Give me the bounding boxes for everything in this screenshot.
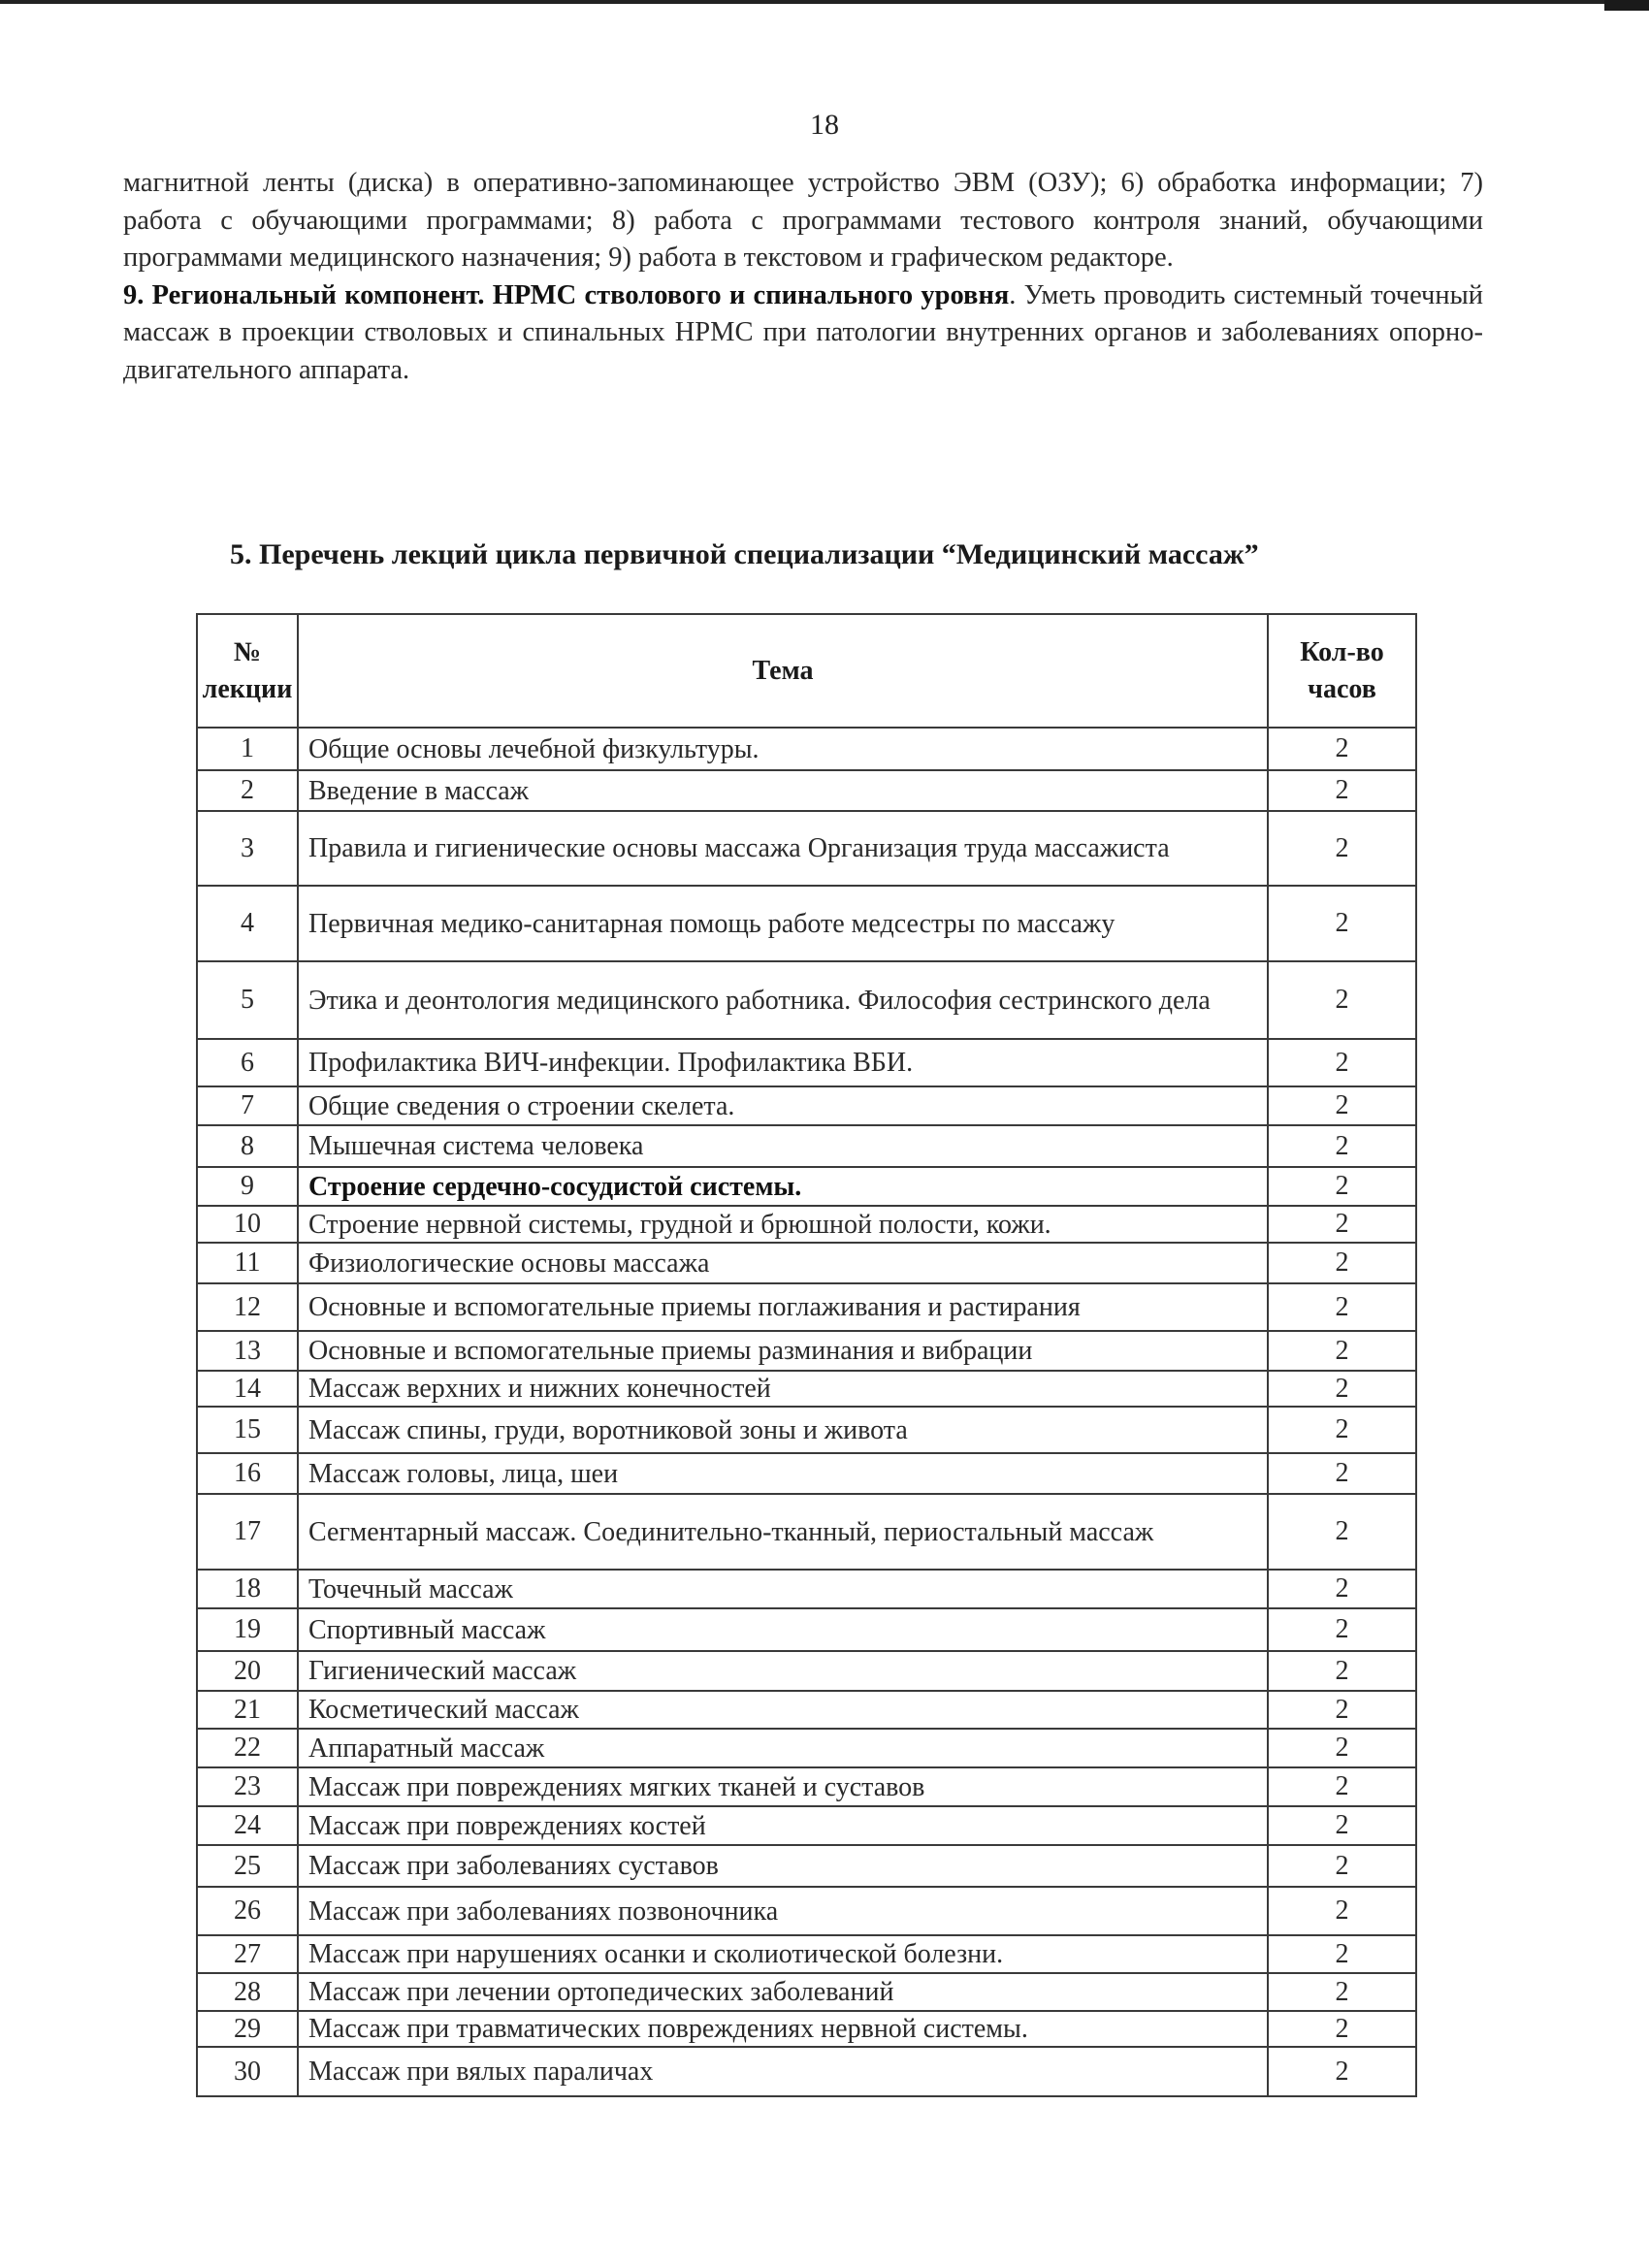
table-row xyxy=(197,1206,1416,1243)
lecture-number: 23 xyxy=(197,1767,298,1806)
lecture-number: 20 xyxy=(197,1651,298,1691)
lecture-topic: Массаж головы, лица, шеи xyxy=(298,1453,1268,1494)
lecture-number: 22 xyxy=(197,1729,298,1767)
lecture-number: 13 xyxy=(197,1331,298,1371)
lecture-number: 1 xyxy=(197,728,298,770)
lecture-topic: Профилактика ВИЧ-инфекции. Профилактика ВБИ. xyxy=(298,1039,1268,1086)
lecture-number: 7 xyxy=(197,1086,298,1125)
table-row xyxy=(197,1608,1416,1651)
item-9-heading: 9. Региональный компонент. НРМС стволового и спинального уровня xyxy=(123,279,1010,310)
lecture-hours: 2 xyxy=(1268,1206,1416,1243)
lecture-number: 16 xyxy=(197,1453,298,1494)
lecture-hours: 2 xyxy=(1268,886,1416,961)
lecture-hours: 2 xyxy=(1268,770,1416,811)
table-row xyxy=(197,1494,1416,1570)
table-row xyxy=(197,886,1416,961)
lecture-topic: Массаж при лечении ортопедических заболеваний xyxy=(298,1973,1268,2011)
table-row xyxy=(197,961,1416,1039)
lecture-hours: 2 xyxy=(1268,1729,1416,1767)
scan-edge-line xyxy=(0,0,1649,4)
table-row xyxy=(197,1845,1416,1887)
lecture-hours: 2 xyxy=(1268,1494,1416,1570)
lecture-number: 4 xyxy=(197,886,298,961)
lecture-number: 21 xyxy=(197,1691,298,1729)
lecture-number: 24 xyxy=(197,1806,298,1845)
table-row xyxy=(197,1407,1416,1453)
lecture-topic: Гигиенический массаж xyxy=(298,1651,1268,1691)
lecture-topic: Физиологические основы массажа xyxy=(298,1243,1268,1283)
lecture-hours: 2 xyxy=(1268,728,1416,770)
table-row xyxy=(197,1767,1416,1806)
lecture-number: 28 xyxy=(197,1973,298,2011)
lecture-number: 3 xyxy=(197,811,298,886)
item-9-text: . Уметь проводить системный точечный массаж в проекции стволовых и спинальных НРМС при патологии внутренних органов и заболеваниях опорно-двигательного аппарата. xyxy=(123,279,1484,385)
lecture-topic: Общие сведения о строении скелета. xyxy=(298,1086,1268,1125)
lecture-hours: 2 xyxy=(1268,811,1416,886)
table-row xyxy=(197,1371,1416,1407)
paragraph-item-9 xyxy=(123,277,1483,390)
table-row xyxy=(197,1570,1416,1608)
lecture-hours: 2 xyxy=(1268,1651,1416,1691)
lecture-topic: Массаж спины, груди, воротниковой зоны и живота xyxy=(298,1407,1268,1453)
body-text xyxy=(123,165,1483,389)
lecture-topic: Косметический массаж xyxy=(298,1691,1268,1729)
lecture-topic: Основные и вспомогательные приемы разминания и вибрации xyxy=(298,1331,1268,1371)
table-row xyxy=(197,1125,1416,1167)
table-row xyxy=(197,1086,1416,1125)
lecture-number: 15 xyxy=(197,1407,298,1453)
header-hours: Кол-во часов xyxy=(1268,614,1416,728)
lecture-hours: 2 xyxy=(1268,2047,1416,2096)
table-row xyxy=(197,770,1416,811)
lecture-hours: 2 xyxy=(1268,1407,1416,1453)
lecture-hours: 2 xyxy=(1268,1570,1416,1608)
table-row xyxy=(197,1283,1416,1331)
lecture-topic: Массаж при повреждениях костей xyxy=(298,1806,1268,1845)
lectures-table xyxy=(196,613,1417,2097)
paragraph-continuation: магнитной ленты (диска) в оперативно-запоминающее устройство ЭВМ (ОЗУ); 6) обработка информации; 7) работа с обучающими программами; 8) работа с программами тестового контроля знаний, обучающими программами медицинского назначения; 9) работа в текстовом и графическом редакторе. xyxy=(123,168,1483,273)
table-row xyxy=(197,1973,1416,2011)
lecture-number: 9 xyxy=(197,1167,298,1206)
table-header-row xyxy=(197,614,1416,728)
table-row xyxy=(197,1806,1416,1845)
table-row xyxy=(197,1691,1416,1729)
table-row xyxy=(197,1167,1416,1206)
lecture-topic: Массаж верхних и нижних конечностей xyxy=(298,1371,1268,1407)
lecture-topic: Правила и гигиенические основы массажа Организация труда массажиста xyxy=(298,811,1268,886)
table-row xyxy=(197,1729,1416,1767)
lecture-number: 26 xyxy=(197,1887,298,1935)
table-row xyxy=(197,1243,1416,1283)
lecture-hours: 2 xyxy=(1268,1845,1416,1887)
lecture-hours: 2 xyxy=(1268,1806,1416,1845)
page-number: 18 xyxy=(810,109,839,141)
lecture-hours: 2 xyxy=(1268,1935,1416,1973)
lecture-number: 11 xyxy=(197,1243,298,1283)
lecture-hours: 2 xyxy=(1268,1167,1416,1206)
header-lecture-number: № лекции xyxy=(197,614,298,728)
table-row xyxy=(197,2047,1416,2096)
lecture-number: 12 xyxy=(197,1283,298,1331)
lecture-topic: Точечный массаж xyxy=(298,1570,1268,1608)
lecture-topic: Массаж при повреждениях мягких тканей и суставов xyxy=(298,1767,1268,1806)
header-topic: Тема xyxy=(298,614,1268,728)
table-row xyxy=(197,811,1416,886)
lecture-hours: 2 xyxy=(1268,1887,1416,1935)
lecture-hours: 2 xyxy=(1268,1453,1416,1494)
lecture-number: 5 xyxy=(197,961,298,1039)
lecture-number: 6 xyxy=(197,1039,298,1086)
lecture-number: 18 xyxy=(197,1570,298,1608)
lecture-topic: Первичная медико-санитарная помощь работе медсестры по массажу xyxy=(298,886,1268,961)
lecture-topic: Спортивный массаж xyxy=(298,1608,1268,1651)
lecture-number: 27 xyxy=(197,1935,298,1973)
lecture-number: 19 xyxy=(197,1608,298,1651)
lecture-hours: 2 xyxy=(1268,1283,1416,1331)
scan-edge-mark xyxy=(1604,0,1649,11)
lecture-hours: 2 xyxy=(1268,1086,1416,1125)
lecture-topic: Основные и вспомогательные приемы поглаживания и растирания xyxy=(298,1283,1268,1331)
lecture-hours: 2 xyxy=(1268,2011,1416,2047)
lecture-topic: Сегментарный массаж. Соединительно-тканный, периостальный массаж xyxy=(298,1494,1268,1570)
lecture-number: 30 xyxy=(197,2047,298,2096)
lecture-topic: Массаж при вялых параличах xyxy=(298,2047,1268,2096)
table-row xyxy=(197,1651,1416,1691)
lecture-hours: 2 xyxy=(1268,1767,1416,1806)
table-row xyxy=(197,1039,1416,1086)
lecture-topic: Массаж при заболеваниях суставов xyxy=(298,1845,1268,1887)
lecture-topic: Строение нервной системы, грудной и брюшной полости, кожи. xyxy=(298,1206,1268,1243)
lecture-topic: Массаж при травматических повреждениях нервной системы. xyxy=(298,2011,1268,2047)
table-row xyxy=(197,728,1416,770)
lecture-hours: 2 xyxy=(1268,961,1416,1039)
section-title: 5. Перечень лекций цикла первичной специализации “Медицинский массаж” xyxy=(230,538,1259,570)
lecture-number: 14 xyxy=(197,1371,298,1407)
lecture-hours: 2 xyxy=(1268,1125,1416,1167)
lecture-topic: Аппаратный массаж xyxy=(298,1729,1268,1767)
lecture-hours: 2 xyxy=(1268,1691,1416,1729)
lecture-number: 8 xyxy=(197,1125,298,1167)
lecture-topic: Мышечная система человека xyxy=(298,1125,1268,1167)
lecture-hours: 2 xyxy=(1268,1371,1416,1407)
lecture-number: 29 xyxy=(197,2011,298,2047)
lecture-hours: 2 xyxy=(1268,1973,1416,2011)
lecture-number: 17 xyxy=(197,1494,298,1570)
table-row xyxy=(197,1453,1416,1494)
lecture-topic: Общие основы лечебной физкультуры. xyxy=(298,728,1268,770)
lecture-hours: 2 xyxy=(1268,1243,1416,1283)
lecture-number: 10 xyxy=(197,1206,298,1243)
lecture-topic: Введение в массаж xyxy=(298,770,1268,811)
lecture-topic: Массаж при заболеваниях позвоночника xyxy=(298,1887,1268,1935)
lecture-topic: Строение сердечно-сосудистой системы. xyxy=(298,1167,1268,1206)
lecture-topic: Массаж при нарушениях осанки и сколиотической болезни. xyxy=(298,1935,1268,1973)
lecture-hours: 2 xyxy=(1268,1331,1416,1371)
lecture-hours: 2 xyxy=(1268,1039,1416,1086)
table-row xyxy=(197,1887,1416,1935)
lecture-number: 2 xyxy=(197,770,298,811)
table-row xyxy=(197,1935,1416,1973)
table-row xyxy=(197,1331,1416,1371)
table-row xyxy=(197,2011,1416,2047)
lecture-topic: Этика и деонтология медицинского работника. Философия сестринского дела xyxy=(298,961,1268,1039)
lecture-number: 25 xyxy=(197,1845,298,1887)
lecture-hours: 2 xyxy=(1268,1608,1416,1651)
